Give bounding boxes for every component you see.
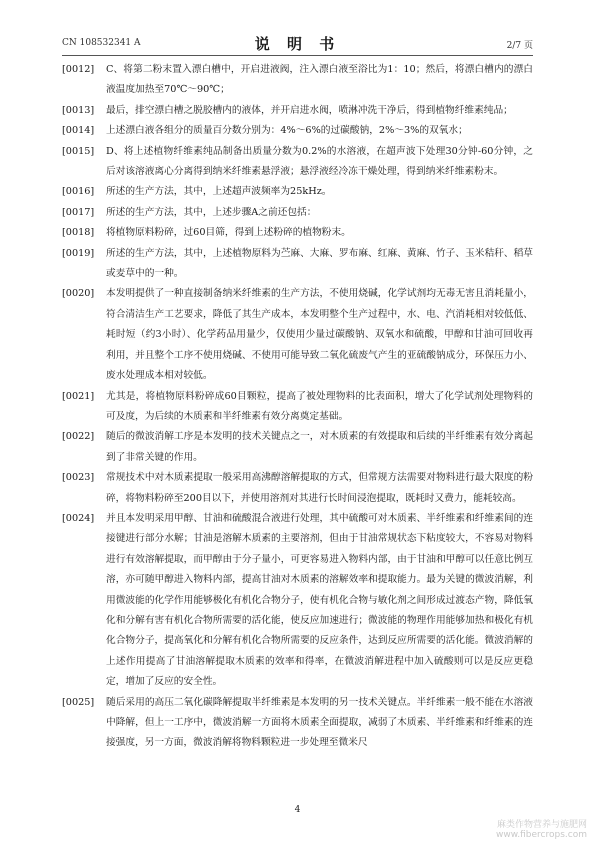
page-reference: 2/7 页 [506, 41, 533, 51]
site-watermark [496, 820, 587, 840]
paragraph [62, 223, 533, 243]
document-body [62, 60, 533, 754]
paragraph-number: [0021] [62, 390, 95, 402]
paragraph [62, 182, 533, 202]
paragraph-number: [0024] [62, 512, 95, 524]
paragraph-text: 随后采用的高压二氧化碳降解提取半纤维素是本发明的另一技术关键点。半纤维素一般不能在水溶液中降解，但上一工序中，微波消解一方面将木质素全面提取，减弱了木质素、半纤维素和纤维素的连接强度，另一方面，微波消解将物料颗粒进一步处理至微米尺 [106, 696, 533, 749]
watermark-url: www.fibercrops.com [496, 830, 587, 840]
paragraph-number: [0023] [62, 472, 95, 484]
paragraph [62, 203, 533, 223]
paragraph-text: 随后的微波消解工序是本发明的技术关键点之一，对木质素的有效提取和后续的半纤维素有效分离起到了非常关键的作用。 [106, 431, 533, 463]
paragraph [62, 509, 533, 693]
paragraph-number: [0012] [62, 64, 95, 75]
patent-number: CN 108532341 A [62, 38, 141, 48]
paragraph [62, 142, 533, 183]
paragraph-text: 上述漂白液各组分的质量百分数分别为：4%～6%的过碳酸钠，2%～3%的双氧水； [106, 125, 468, 137]
paragraph-text: 所述的生产方法，其中，上述步骤A之前还包括： [106, 206, 317, 218]
paragraph-text: D、将上述植物纤维素纯品制备出质量分数为0.2%的水溶液，在超声波下处理30分钟-60分钟，之后对该溶液离心分离得到纳米纤维素悬浮液；悬浮液经冷冻干燥处理，得到纳米纤维素粉末。 [106, 145, 533, 178]
header-rule [62, 55, 533, 56]
paragraph-number: [0018] [62, 227, 95, 239]
paragraph-text: 尤其是，将植物原料粉碎成60目颗粒，提高了被处理物料的比表面积，增大了化学试剂处理物料的可及度，为后续的木质素和半纤维素有效分离奠定基础。 [106, 390, 533, 422]
paragraph [62, 468, 533, 509]
paragraph-text: 将植物原料粉碎，过60目筛，得到上述粉碎的植物粉末。 [106, 227, 351, 239]
paragraph-number: [0019] [62, 247, 95, 259]
paragraph-number: [0014] [62, 125, 95, 137]
paragraph-text: 所述的生产方法，其中，上述超声波频率为25kHz。 [106, 186, 332, 198]
paragraph-number: [0017] [62, 206, 95, 218]
paragraph-text: 并且本发明采用甲醇、甘油和硫酸混合液进行处理，其中硫酸可对木质素、半纤维素和纤维素间的连接键进行部分水解；甘油是溶解木质素的主要溶剂，但由于甘油常规状态下粘度较大，不容易对物料进行有效溶解提取，而甲醇由于分子量小，可更容易进入物料内部，由于甘油和甲醇可以任意比例互溶，亦可随甲醇进入物料内部，提高甘油对木质素的溶解效率和提取能力。最为关键的微波消解，利用微波能的化学作用能够极化有机化合物分子，使有机化合物与敏化剂之间形成过渡态产物，降低氧化和分解有害有机化合物所需要的活化能，使反应加速进行；微波能的物理作用能够加热和极化有机化合物分子，提高氧化和分解有机化合物所需要的反应条件，达到反应所需要的活化能。微波消解的上述作用提高了甘油溶解提取木质素的效率和得率，在微波消解进程中加入硫酸则可以是反应更稳定，增加了反应的安全性。 [106, 512, 533, 688]
paragraph [62, 244, 533, 285]
page-number: 4 [294, 805, 301, 815]
paragraph [62, 121, 533, 141]
paragraph-number: [0013] [62, 104, 95, 116]
paragraph-text: C、将第二粉末置入漂白槽中，开启进液阀，注入漂白液至浴比为1：10；然后，将漂白槽内的漂白液温度加热至70℃～90℃； [106, 64, 533, 96]
paragraph [62, 427, 533, 468]
paragraph [62, 387, 533, 428]
watermark-site-name: 麻类作物营养与施肥网 [496, 820, 587, 830]
paragraph [62, 60, 533, 101]
paragraph-text: 本发明提供了一种直接制备纳米纤维素的生产方法，不使用烧碱，化学试剂均无毒无害且消耗量小，符合清洁生产工艺要求，降低了其生产成本，本发明整个生产过程中，水、电、汽消耗相对较低低、耗时短（约3小时）、化学药品用量少，仅使用少量过碳酸钠、双氧水和硫酸，甲醇和甘油可回收再利用，并且整个工序不使用烧碱、不使用可能导致二氧化硫废气产生的亚硫酸钠成分，环保压力小、废水处理成本相对较低。 [106, 288, 533, 382]
paragraph-text: 常规技术中对木质素提取一般采用高沸醇溶解提取的方式，但常规方法需要对物料进行最大限度的粉碎，将物料粉碎至200目以下，并使用溶剂对其进行长时间浸泡提取，既耗时又费力，能耗较高。 [106, 472, 533, 504]
paragraph-text: 最后，排空漂白槽之脱胶槽内的液体，并开启进水阀，喷淋冲洗干净后，得到植物纤维素纯品； [106, 104, 513, 116]
paragraph [62, 101, 533, 121]
paragraph-number: [0016] [62, 186, 95, 198]
paragraph-number: [0022] [62, 431, 95, 443]
paragraph-number: [0025] [62, 696, 95, 708]
paragraph [62, 284, 533, 386]
paragraph-text: 所述的生产方法，其中，上述植物原料为苎麻、大麻、罗布麻、红麻、黄麻、竹子、玉米秸秆、稻草或麦草中的一种。 [106, 247, 533, 280]
page-header [62, 33, 533, 53]
document-title: 说 明 书 [254, 35, 341, 53]
paragraph-number: [0020] [62, 288, 95, 300]
paragraph [62, 693, 533, 754]
paragraph-number: [0015] [62, 145, 95, 157]
